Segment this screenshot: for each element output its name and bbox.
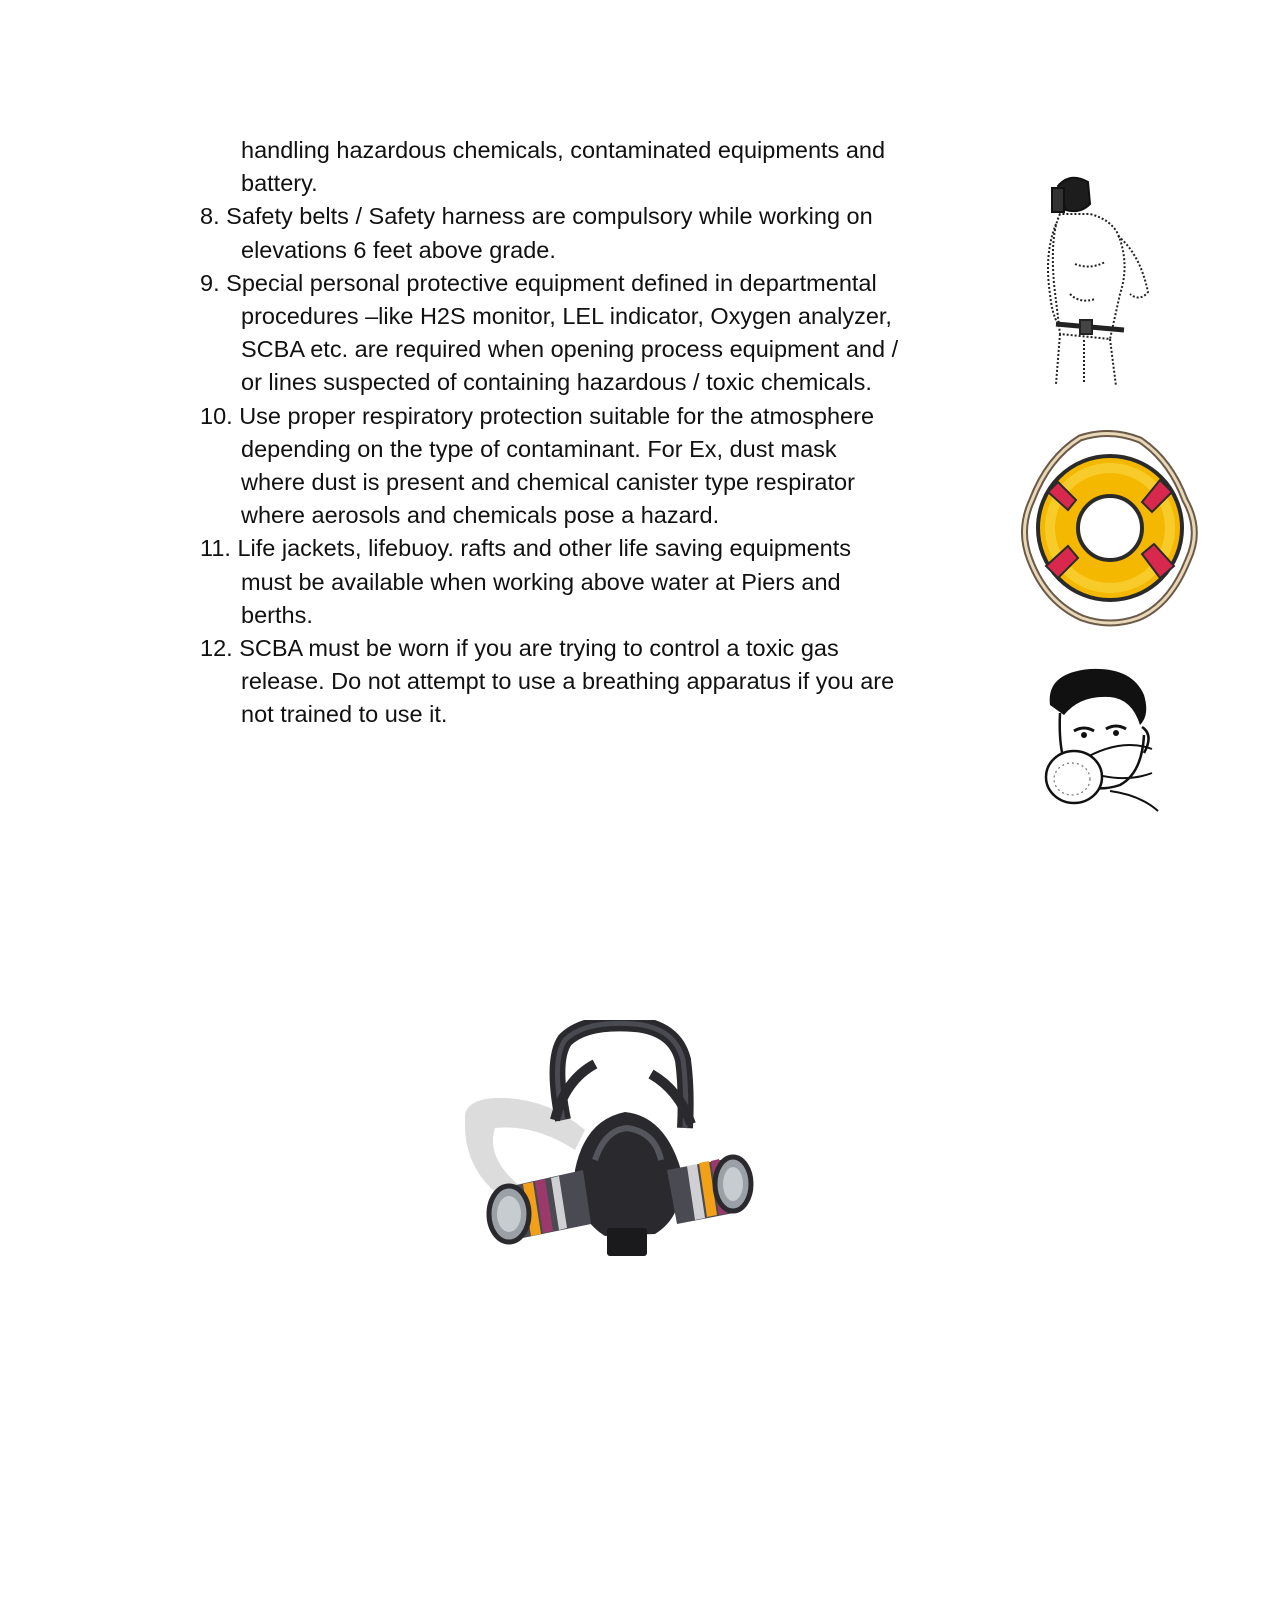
- item-number: 11.: [200, 535, 231, 562]
- list-item-10: [200, 400, 900, 533]
- item-text: Safety belts / Safety harness are compulsory while working on elevations 6 feet above grade.: [226, 203, 873, 263]
- safety-rules-list: [200, 134, 900, 732]
- item-number: 8.: [200, 203, 220, 230]
- person-wearing-dust-mask-icon: [1040, 665, 1160, 813]
- list-item-12: [200, 632, 900, 732]
- item-text: Use proper respiratory protection suitable for the atmosphere depending on the type of contaminant. For Ex, dust mask where dust is present and chemical canister type respirator where aerosols and chemicals pose a hazard.: [239, 402, 875, 529]
- list-item-9: [200, 267, 900, 400]
- list-item-11: [200, 532, 900, 632]
- worker-with-harness-icon: [1040, 174, 1160, 394]
- item-number: 10.: [200, 402, 233, 429]
- list-item-8: [200, 200, 900, 266]
- item-number: 9.: [200, 269, 220, 296]
- continuation-text: handling hazardous chemicals, contaminated equipments and battery.: [241, 137, 886, 197]
- chemical-canister-respirator-icon: [455, 1020, 775, 1280]
- item-number: 12.: [200, 635, 233, 662]
- item-text: Life jackets, lifebuoy. rafts and other life saving equipments must be available when working above water at Piers and berths.: [237, 535, 851, 628]
- item-text: SCBA must be worn if you are trying to control a toxic gas release. Do not attempt to use a breathing apparatus if you are not trained to use it.: [239, 635, 895, 728]
- lifebuoy-icon: [1010, 430, 1210, 630]
- item-text: Special personal protective equipment defined in departmental procedures –like H2S monitor, LEL indicator, Oxygen analyzer, SCBA etc. are required when opening process equipment and / or lines suspected of containing hazardous / toxic chemicals.: [226, 269, 899, 396]
